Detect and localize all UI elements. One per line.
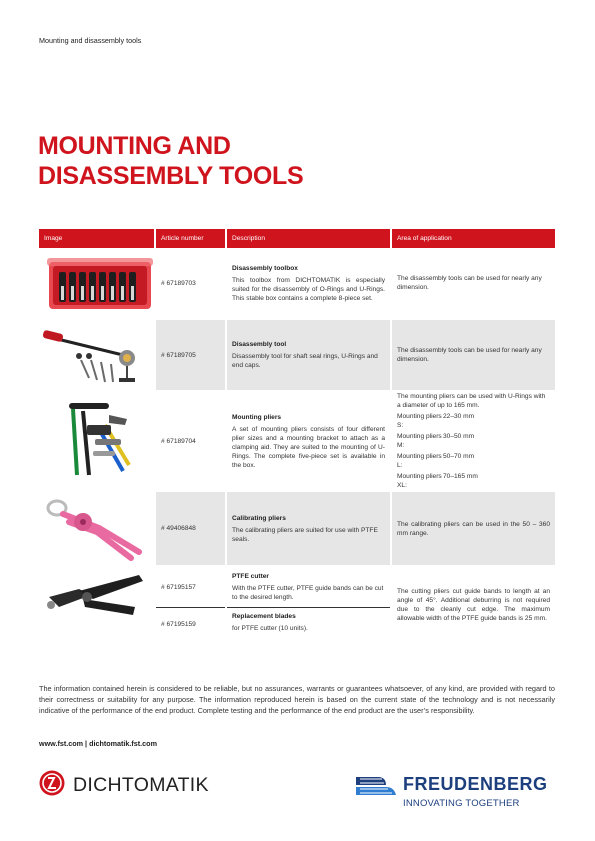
product-name: Disassembly toolbox [232,264,298,272]
page-title [38,131,303,191]
product-description: A set of mounting pliers consists of four different plier sizes and a mounting bracket to attach as a clamping aid. They are suited to the mounting of U-Rings. The complete five-piece set is available in the box. [232,425,385,469]
size-range: 50–70 mm [443,453,475,460]
table-row [39,392,555,492]
product-name: Replacement blades [232,612,296,620]
product-description: Disassembly tool for shaft seal rings, U-Rings and end caps. [232,353,378,369]
description-cell [227,567,392,644]
application-cell: The cutting pliers cut guide bands to length at an angle of 45°. Additional deburring is not required due to the cleanly cut edge. The maximum allowable width of the PTFE guide bands is 25 mm. [392,567,555,644]
mounting-pliers-photo [39,392,156,492]
article-number: # 67189703 [156,248,227,320]
article-number: # 49406848 [156,492,227,567]
description-cell [227,392,392,492]
product-description: This toolbox from DICHTOMATIK is especially suited for the disassembly of O-Rings and U-Rings. This stable box contains a complete 8-piece set. [232,276,385,302]
website-links[interactable]: www.fst.com | dichtomatik.fst.com [39,739,157,748]
application-text: The mounting pliers can be used with U-Rings with a diameter of up to 165 mm. [397,393,546,409]
col-header-description: Description [227,229,392,248]
size-line [397,472,550,490]
article-number: # 67189704 [156,392,227,492]
product-name: Mounting pliers [232,413,282,421]
size-range: 22–30 mm [443,413,475,420]
description-part [227,568,390,608]
calibrating-pliers-photo [39,492,156,567]
product-name: PTFE cutter [232,572,270,580]
application-cell: The disassembly tools can be used for nearly any dimension. [392,320,555,392]
page-title-line2: DISASSEMBLY TOOLS [38,162,304,190]
freudenberg-tagline: INNOVATING TOGETHER [403,798,520,809]
running-header: Mounting and disassembly tools [39,36,142,45]
table-row [39,320,555,392]
product-description: With the PTFE cutter, PTFE guide bands can be cut to the desired length. [232,584,384,601]
application-cell: The calibrating pliers can be used in the 50 – 360 mm range. [392,492,555,567]
article-number: # 67195159 [161,621,196,628]
size-label: Mounting pliers M: [397,433,442,449]
product-description: for PTFE cutter (10 units). [232,624,308,632]
size-label: Mounting pliers S: [397,413,442,429]
size-label: Mounting pliers L: [397,453,442,469]
freudenberg-wordmark: FREUDENBERG [403,774,548,794]
dichtomatik-wordmark: DICHTOMATIK [73,774,209,796]
disassembly-tool-photo [39,320,156,392]
col-header-article: Article number [156,229,227,248]
toolbox-photo [39,248,156,320]
col-header-application: Area of application [392,229,555,248]
table-header-row [39,229,555,248]
page-title-line1: MOUNTING AND [38,132,231,160]
size-line [397,452,550,470]
article-number: # 67189705 [156,320,227,392]
description-cell [227,492,392,567]
ptfe-cutter-photo [39,567,156,644]
tools-table [39,229,555,644]
product-name: Disassembly tool [232,341,287,348]
product-description: The calibrating pliers are suited for use with PTFE seals. [232,526,378,543]
dichtomatik-logo-mark [39,770,65,801]
table-row [39,492,555,567]
col-header-image: Image [39,229,156,248]
table-row [39,248,555,320]
description-part [227,608,390,642]
article-number: # 67195157 [156,568,225,608]
table-row [39,567,555,644]
size-label: Mounting pliers XL: [397,473,442,489]
description-cell [227,248,392,320]
size-line [397,432,550,450]
application-cell: The disassembly tools can be used for nearly any dimension. [392,248,555,320]
size-line [397,412,550,430]
size-range: 30–50 mm [443,433,475,440]
dichtomatik-logo [39,770,209,801]
disclaimer: The information contained herein is considered to be reliable, but no assurances, warrants or guarantees whatsoever, of any kind, are provided with regard to their correctness or suitability for any purpose. The information reproduced herein is based on the current state of the technology and is not necessarily indicative of the performance of the end product. Complete testing and the performance of the end product are the user’s responsibility. [39,684,555,715]
size-range: 70–165 mm [443,473,478,480]
article-number-cell [156,567,227,644]
product-name: Calibrating pliers [232,514,286,522]
description-cell [227,320,392,392]
application-cell [392,392,555,492]
freudenberg-logo-mark [356,775,398,802]
